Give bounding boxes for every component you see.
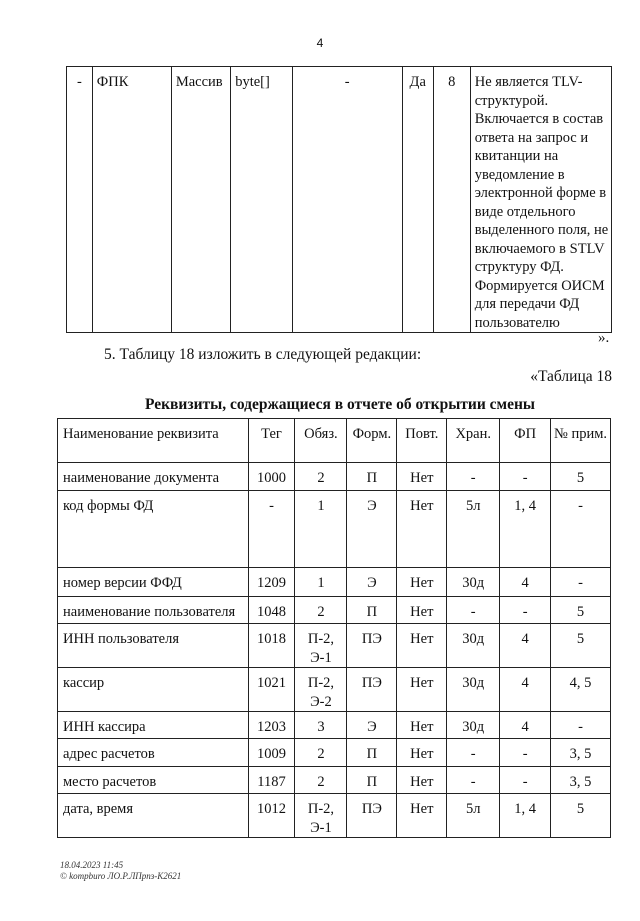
table-cell: - xyxy=(447,739,500,767)
table-cell: - xyxy=(500,739,551,767)
table-cell: Нет xyxy=(397,668,447,712)
table-cell: адрес расчетов xyxy=(58,739,249,767)
table-cell: 3, 5 xyxy=(551,767,611,794)
table-cell: 1203 xyxy=(248,712,295,739)
table-cell: - xyxy=(500,463,551,491)
table-cell: Нет xyxy=(397,597,447,624)
table-cell: 2 xyxy=(295,463,347,491)
table-cell: Нет xyxy=(397,463,447,491)
table-cell: П-2, Э-1 xyxy=(295,794,347,838)
table-cell: - xyxy=(447,597,500,624)
column-header: ФП xyxy=(500,419,551,463)
table-cell: ФПК xyxy=(92,67,171,333)
column-header: Хран. xyxy=(447,419,500,463)
table-cell: 1009 xyxy=(248,739,295,767)
table-cell: - xyxy=(447,463,500,491)
table-cell: - xyxy=(67,67,93,333)
table-cell: номер версии ФФД xyxy=(58,568,249,597)
end-quote: ». xyxy=(598,330,610,346)
table-cell: Нет xyxy=(397,568,447,597)
footer-date: 18.04.2023 11:45 xyxy=(60,860,124,870)
table-row xyxy=(58,712,611,739)
table-cell: Нет xyxy=(397,767,447,794)
table-cell: ПЭ xyxy=(347,624,397,668)
table-cell: 3 xyxy=(295,712,347,739)
table-row xyxy=(58,668,611,712)
page-number: 4 xyxy=(316,36,324,50)
table-cell: П xyxy=(347,463,397,491)
table-cell: - xyxy=(551,491,611,568)
table-cell: - xyxy=(447,767,500,794)
table-cell: 2 xyxy=(295,739,347,767)
table-row xyxy=(58,491,611,568)
table-cell: Нет xyxy=(397,624,447,668)
table-cell: 1187 xyxy=(248,767,295,794)
table-cell: 5л xyxy=(447,491,500,568)
table-cell: Да xyxy=(402,67,433,333)
table-cell: Э xyxy=(347,712,397,739)
table-cell: 4 xyxy=(500,568,551,597)
table-cell: Нет xyxy=(397,491,447,568)
table-cell: П xyxy=(347,739,397,767)
table-title: Реквизиты, содержащиеся в отчете об открытии смены xyxy=(144,396,536,413)
table-row xyxy=(58,624,611,668)
table-cell: byte[] xyxy=(231,67,292,333)
table-cell: - xyxy=(551,568,611,597)
table-cell: П-2, Э-1 xyxy=(295,624,347,668)
table-cell: Нет xyxy=(397,794,447,838)
table-cell: Нет xyxy=(397,712,447,739)
table-cell: наименование документа xyxy=(58,463,249,491)
table-cell: 4 xyxy=(500,712,551,739)
table-cell: код формы ФД xyxy=(58,491,249,568)
column-header: Форм. xyxy=(347,419,397,463)
table-cell: ИНН кассира xyxy=(58,712,249,739)
table-cell: 4 xyxy=(500,668,551,712)
table-cell: 30д xyxy=(447,568,500,597)
table-cell: - xyxy=(292,67,402,333)
table-header-row xyxy=(58,419,611,463)
item-paragraph: 5. Таблицу 18 изложить в следующей редакции: xyxy=(104,346,422,363)
table-cell: ИНН пользователя xyxy=(58,624,249,668)
table-cell: 30д xyxy=(447,668,500,712)
table-cell: П xyxy=(347,767,397,794)
table-cell: 4 xyxy=(500,624,551,668)
table-row xyxy=(58,794,611,838)
table-cell: дата, время xyxy=(58,794,249,838)
table-cell: 1209 xyxy=(248,568,295,597)
table-row xyxy=(67,67,612,333)
table-cell: П-2, Э-2 xyxy=(295,668,347,712)
table-cell: 3, 5 xyxy=(551,739,611,767)
column-header: Повт. xyxy=(397,419,447,463)
table-cell: наименование пользователя xyxy=(58,597,249,624)
table-cell: 5 xyxy=(551,597,611,624)
table-cell: П xyxy=(347,597,397,624)
table-cell: 2 xyxy=(295,597,347,624)
footer-source: © kompburo ЛО.Р.ЛПрпз-К2621 xyxy=(60,871,182,881)
table-cell: 30д xyxy=(447,712,500,739)
table-cell: Нет xyxy=(397,739,447,767)
table-cell: 1 xyxy=(295,568,347,597)
table-cell: Массив xyxy=(171,67,230,333)
table-cell: - xyxy=(500,597,551,624)
table-row xyxy=(58,463,611,491)
table-cell: 1012 xyxy=(248,794,295,838)
footer-stamp xyxy=(60,860,181,882)
table-cell: 1021 xyxy=(248,668,295,712)
table-cell: 30д xyxy=(447,624,500,668)
table-cell: 1018 xyxy=(248,624,295,668)
table-cell: место расчетов xyxy=(58,767,249,794)
top-table xyxy=(66,66,612,333)
table-cell: - xyxy=(248,491,295,568)
table-cell: 1, 4 xyxy=(500,794,551,838)
table-cell: 1, 4 xyxy=(500,491,551,568)
table-cell: 2 xyxy=(295,767,347,794)
table-row xyxy=(58,568,611,597)
table-row xyxy=(58,767,611,794)
table-cell: 1 xyxy=(295,491,347,568)
column-header: Наименование реквизита xyxy=(58,419,249,463)
table-cell: 5 xyxy=(551,624,611,668)
table-cell: 4, 5 xyxy=(551,668,611,712)
table-cell: ПЭ xyxy=(347,668,397,712)
table-cell: ПЭ xyxy=(347,794,397,838)
table-cell: 1000 xyxy=(248,463,295,491)
column-header: № прим. xyxy=(551,419,611,463)
column-header: Обяз. xyxy=(295,419,347,463)
column-header: Тег xyxy=(248,419,295,463)
note-cell: Не является TLV-структурой. Включается в состав ответа на запрос и квитанции на уведомление в электронной форме в виде отдельного выделенного поля, не включаемого в STLV структуру ФД. Формируется ОИСМ для передачи ФД пользователю xyxy=(470,67,611,333)
table-row xyxy=(58,597,611,624)
table-cell: 1048 xyxy=(248,597,295,624)
table-cell: - xyxy=(551,712,611,739)
table-cell: 8 xyxy=(433,67,470,333)
table-label: «Таблица 18 xyxy=(530,368,612,385)
table-cell: - xyxy=(500,767,551,794)
table-cell: 5 xyxy=(551,463,611,491)
table-row xyxy=(58,739,611,767)
table-cell: Э xyxy=(347,491,397,568)
requisites-table xyxy=(57,418,611,838)
table-cell: кассир xyxy=(58,668,249,712)
table-cell: 5л xyxy=(447,794,500,838)
table-cell: Э xyxy=(347,568,397,597)
table-cell: 5 xyxy=(551,794,611,838)
